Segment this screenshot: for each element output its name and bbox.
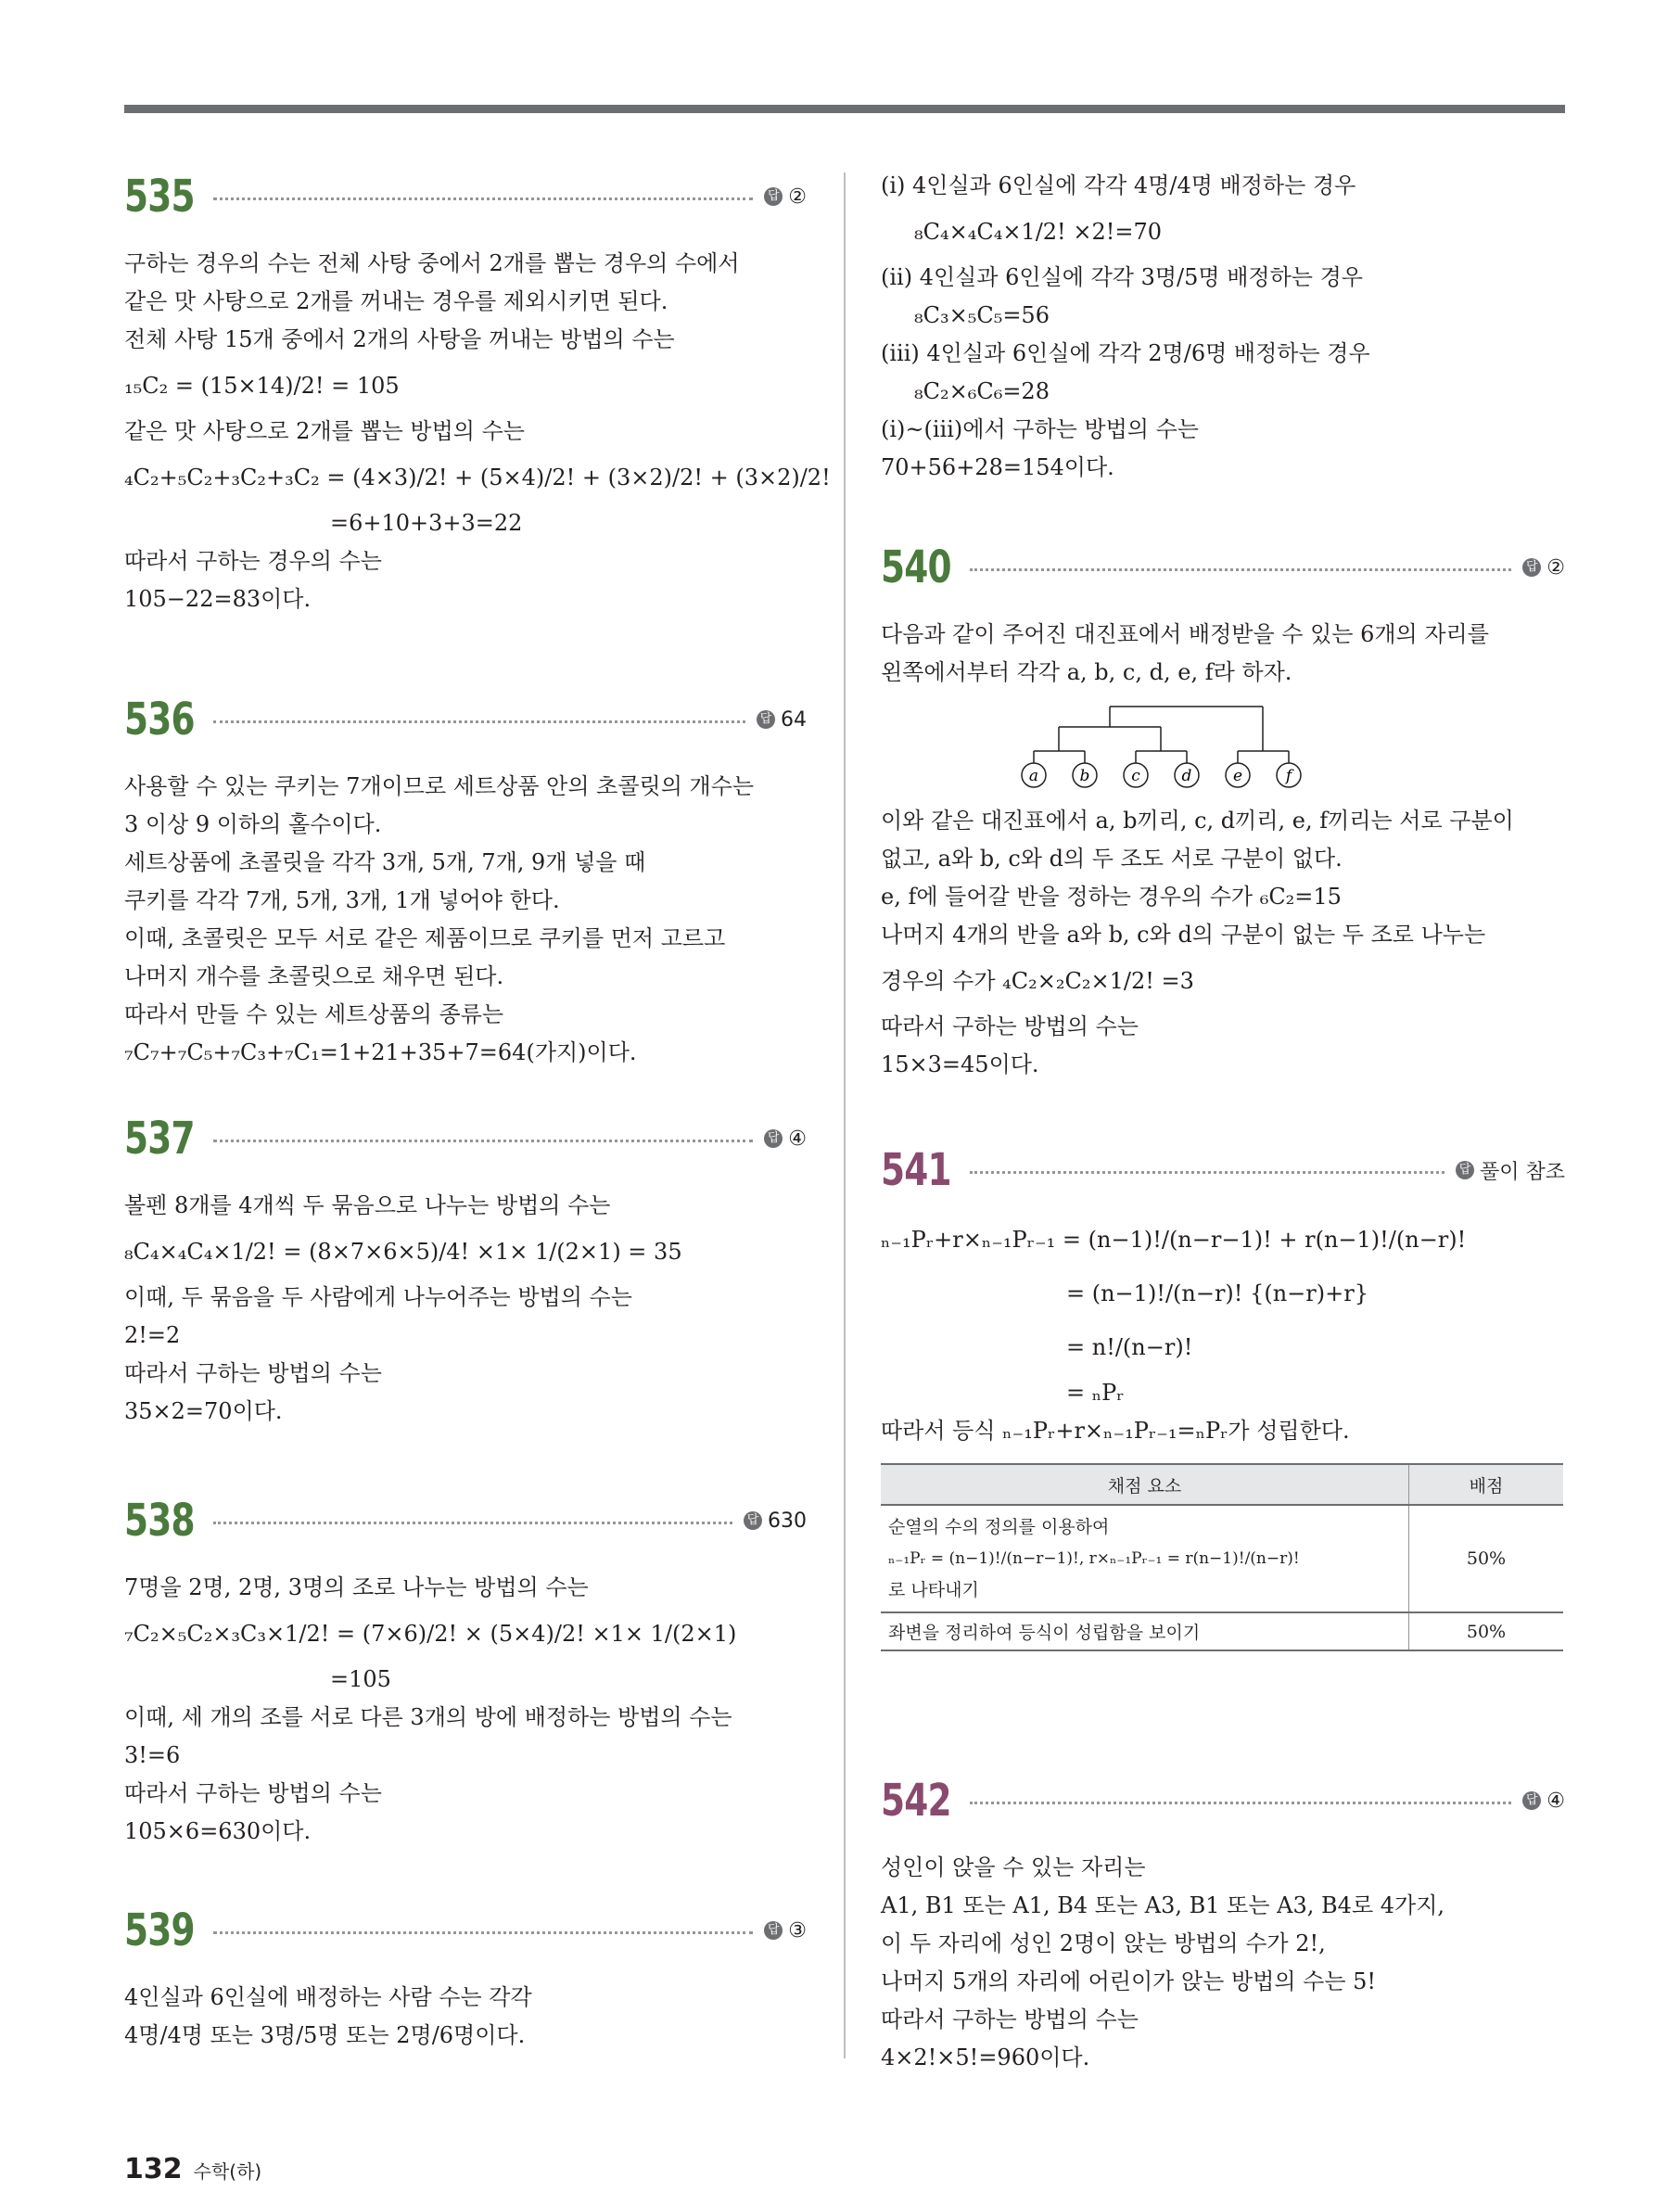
dotted-leader	[213, 720, 745, 723]
text-line: e, f에 들어갈 반을 정하는 경우의 수가 ₆C₂=15	[881, 884, 1342, 910]
answer-label: 답 ②	[1522, 556, 1565, 580]
problem-542	[881, 1771, 1565, 2077]
text-line: 이와 같은 대진표에서 a, b끼리, c, d끼리, e, f끼리는 서로 구분이	[881, 808, 1514, 834]
dotted-leader	[213, 1931, 753, 1934]
text-line: 같은 맛 사탕으로 2개를 뽑는 방법의 수는	[124, 418, 525, 444]
dotted-leader	[970, 568, 1511, 571]
text-line: 3 이상 9 이하의 홀수이다.	[124, 811, 382, 837]
subject-label: 수학(하)	[193, 2160, 262, 2183]
text-line: 같은 맛 사탕으로 2개를 꺼내는 경우를 제외시키면 된다.	[124, 288, 668, 314]
problem-header	[124, 690, 807, 749]
table-cell-score: 50%	[1409, 1505, 1564, 1612]
table-row	[881, 1612, 1563, 1650]
column-divider	[844, 172, 846, 2058]
bracket-node-label: e	[1232, 767, 1243, 785]
equation: ₈C₃×₅C₅=56	[914, 302, 1050, 328]
problem-header	[124, 1901, 807, 1960]
answer-label: 답 ②	[764, 185, 807, 209]
problem-539	[124, 1901, 807, 2055]
text-line: 15×3=45이다.	[881, 1051, 1039, 1077]
table-cell-text: 순열의 수의 정의를 이용하여	[888, 1517, 1110, 1537]
text-line: 왼쪽에서부터 각각 a, b, c, d, e, f라 하자.	[881, 659, 1292, 685]
dotted-leader	[970, 1802, 1511, 1804]
problem-number: 538	[124, 1495, 195, 1547]
text-line: 구하는 경우의 수는 전체 사탕 중에서 2개를 뽑는 경우의 수에서	[124, 250, 740, 276]
answer-badge-icon: 답	[744, 1511, 762, 1530]
problem-number: 541	[881, 1144, 951, 1196]
problem-header	[881, 538, 1565, 597]
equation: ₇C₂×₅C₂×₃C₃×1/2! = (7×6)/2! × (5×4)/2! ×1× 1/(2×1)	[124, 1621, 737, 1647]
problem-number: 536	[124, 694, 195, 745]
text-line: 3!=6	[124, 1742, 181, 1768]
text-line: 따라서 등식 ₙ₋₁Pᵣ+r×ₙ₋₁Pᵣ₋₁=ₙPᵣ가 성립한다.	[881, 1418, 1350, 1444]
table-header: 채점 요소	[881, 1464, 1409, 1505]
equation: ₈C₂×₆C₆=28	[914, 378, 1050, 404]
text-line: 따라서 구하는 방법의 수는	[881, 1013, 1139, 1039]
equation: =105	[330, 1666, 391, 1692]
equation: ₈C₄×₄C₄×1/2! = (8×7×6×5)/4! ×1× 1/(2×1) = 35	[124, 1239, 682, 1265]
table-cell-equation: ₙ₋₁Pᵣ = (n−1)!/(n−r−1)!, r×ₙ₋₁Pᵣ₋₁ = r(n−1)!/(n−r)!	[888, 1549, 1300, 1568]
page-number: 132	[124, 2153, 183, 2185]
text-line: 이때, 두 묶음을 두 사람에게 나누어주는 방법의 수는	[124, 1284, 632, 1310]
text-line: 세트상품에 초콜릿을 각각 3개, 5개, 7개, 9개 넣을 때	[124, 849, 646, 875]
problem-header	[124, 1109, 807, 1168]
dotted-leader	[213, 1522, 732, 1524]
equation: ₁₅C₂ = (15×14)/2! = 105	[124, 373, 400, 399]
answer-badge-icon: 답	[1522, 1791, 1541, 1810]
problem-538	[124, 1491, 807, 1851]
problem-number: 539	[124, 1904, 195, 1956]
answer-label: 답 풀이 참조	[1456, 1156, 1565, 1185]
text-line: 4×2!×5!=960이다.	[881, 2045, 1090, 2070]
text-line: 다음과 같이 주어진 대진표에서 배정받을 수 있는 6개의 자리를	[881, 621, 1489, 647]
text-line: 없고, a와 b, c와 d의 두 조도 서로 구분이 없다.	[881, 846, 1343, 872]
problem-539-continued	[881, 167, 1565, 487]
problem-header	[881, 1771, 1565, 1830]
answer-label: 답 ④	[1522, 1790, 1565, 1813]
text-line: 볼펜 8개를 4개씩 두 묶음으로 나누는 방법의 수는	[124, 1192, 611, 1218]
table-cell-text: 좌변을 정리하여 등식이 성립함을 보이기	[881, 1612, 1409, 1650]
equation: ₈C₄×₄C₄×1/2! ×2!=70	[914, 219, 1162, 245]
text-line: 따라서 구하는 경우의 수는	[124, 548, 382, 574]
table-header: 배점	[1409, 1464, 1564, 1505]
equation: 경우의 수가 ₄C₂×₂C₂×1/2! =3	[881, 968, 1194, 994]
dotted-leader	[970, 1171, 1445, 1174]
answer-label: 답 ④	[764, 1127, 807, 1151]
tournament-bracket	[1011, 697, 1565, 802]
problem-header	[124, 1491, 807, 1550]
bracket-node-label: b	[1079, 767, 1090, 785]
table-cell-text: 로 나타내기	[888, 1580, 979, 1600]
bracket-node-label: f	[1285, 767, 1292, 785]
table-cell-score: 50%	[1409, 1612, 1564, 1650]
bracket-node-label: a	[1028, 767, 1039, 785]
answer-badge-icon: 답	[764, 187, 783, 206]
answer-badge-icon: 답	[1522, 558, 1541, 577]
text-line: 나머지 5개의 자리에 어린이가 앉는 방법의 수는 5!	[881, 1968, 1377, 1994]
text-line: 35×2=70이다.	[124, 1398, 283, 1424]
problem-540	[881, 538, 1565, 1084]
bracket-node-label: d	[1181, 767, 1192, 785]
bracket-node-label: c	[1131, 767, 1140, 785]
case-line: (ⅰ) 4인실과 6인실에 각각 4명/4명 배정하는 경우	[881, 172, 1356, 198]
case-line: (ⅱ) 4인실과 6인실에 각각 3명/5명 배정하는 경우	[881, 264, 1363, 290]
answer-label: 답 64	[757, 708, 807, 732]
answer-badge-icon: 답	[764, 1129, 783, 1148]
text-line: 따라서 구하는 방법의 수는	[124, 1780, 382, 1806]
text-line: (ⅰ)~(ⅲ)에서 구하는 방법의 수는	[881, 416, 1199, 442]
problem-header	[881, 1140, 1565, 1200]
text-line: 105−22=83이다.	[124, 586, 312, 612]
text-line: 따라서 구하는 방법의 수는	[124, 1360, 382, 1386]
text-line: 나머지 개수를 초콜릿으로 채우면 된다.	[124, 963, 504, 989]
equation: ₄C₂+₅C₂+₃C₂+₃C₂ = (4×3)/2! + (5×4)/2! + (3×2)/2! + (3×2)/2!	[124, 465, 831, 490]
case-line: (ⅲ) 4인실과 6인실에 각각 2명/6명 배정하는 경우	[881, 340, 1370, 366]
text-line: 성인이 앉을 수 있는 자리는	[881, 1854, 1146, 1880]
text-line: 4명/4명 또는 3명/5명 또는 2명/6명이다.	[124, 2022, 526, 2048]
text-line: 105×6=630이다.	[124, 1818, 312, 1844]
top-rule	[124, 105, 1565, 113]
equation: = n!/(n−r)!	[1066, 1334, 1193, 1360]
answer-badge-icon: 답	[764, 1921, 783, 1940]
equation: = ₙPᵣ	[1066, 1380, 1125, 1406]
problem-535	[124, 167, 831, 618]
problem-number: 535	[124, 171, 195, 223]
text-line: 이때, 초콜릿은 모두 서로 같은 제품이므로 쿠키를 먼저 고르고	[124, 925, 726, 951]
text-line: 따라서 만들 수 있는 세트상품의 종류는	[124, 1001, 504, 1027]
answer-label: 답 ③	[764, 1919, 807, 1943]
answer-label: 답 630	[744, 1509, 807, 1533]
scoring-table	[881, 1463, 1563, 1651]
problem-header	[124, 167, 807, 226]
problem-number: 542	[881, 1775, 951, 1827]
problem-541	[881, 1140, 1565, 1651]
text-line: 따라서 구하는 방법의 수는	[881, 2006, 1139, 2032]
text-line: 쿠키를 각각 7개, 5개, 3개, 1개 넣어야 한다.	[124, 887, 560, 913]
answer-badge-icon: 답	[757, 710, 775, 729]
table-row	[881, 1505, 1563, 1612]
text-line: 사용할 수 있는 쿠키는 7개이므로 세트상품 안의 초콜릿의 개수는	[124, 773, 755, 799]
text-line: 2!=2	[124, 1322, 181, 1348]
equation: ₙ₋₁Pᵣ+r×ₙ₋₁Pᵣ₋₁ = (n−1)!/(n−r−1)! + r(n−1)!/(n−r)!	[881, 1227, 1467, 1253]
dotted-leader	[213, 197, 753, 200]
text-line: A1, B1 또는 A1, B4 또는 A3, B1 또는 A3, B4로 4가지,	[881, 1892, 1445, 1918]
equation: ₇C₇+₇C₅+₇C₃+₇C₁=1+21+35+7=64(가지)이다.	[124, 1039, 637, 1065]
bracket-diagram	[1011, 697, 1317, 790]
answer-badge-icon: 답	[1456, 1161, 1474, 1179]
text-line: 이 두 자리에 성인 2명이 앉는 방법의 수가 2!,	[881, 1930, 1326, 1956]
text-line: 4인실과 6인실에 배정하는 사람 수는 각각	[124, 1984, 532, 2010]
text-line: 7명을 2명, 2명, 3명의 조로 나누는 방법의 수는	[124, 1574, 589, 1600]
text-line: 전체 사탕 15개 중에서 2개의 사탕을 꺼내는 방법의 수는	[124, 326, 675, 352]
problem-537	[124, 1109, 807, 1431]
problem-number: 537	[124, 1113, 195, 1165]
text-line: 나머지 4개의 반을 a와 b, c와 d의 구분이 없는 두 조로 나누는	[881, 922, 1486, 948]
page-footer	[124, 2153, 261, 2185]
text-line: 이때, 세 개의 조를 서로 다른 3개의 방에 배정하는 방법의 수는	[124, 1704, 732, 1730]
problem-number: 540	[881, 541, 951, 593]
problem-536	[124, 690, 807, 1072]
dotted-leader	[213, 1140, 753, 1142]
equation: =6+10+3+3=22	[330, 510, 523, 536]
text-line: 70+56+28=154이다.	[881, 454, 1114, 480]
equation: = (n−1)!/(n−r)! {(n−r)+r}	[1066, 1280, 1368, 1306]
